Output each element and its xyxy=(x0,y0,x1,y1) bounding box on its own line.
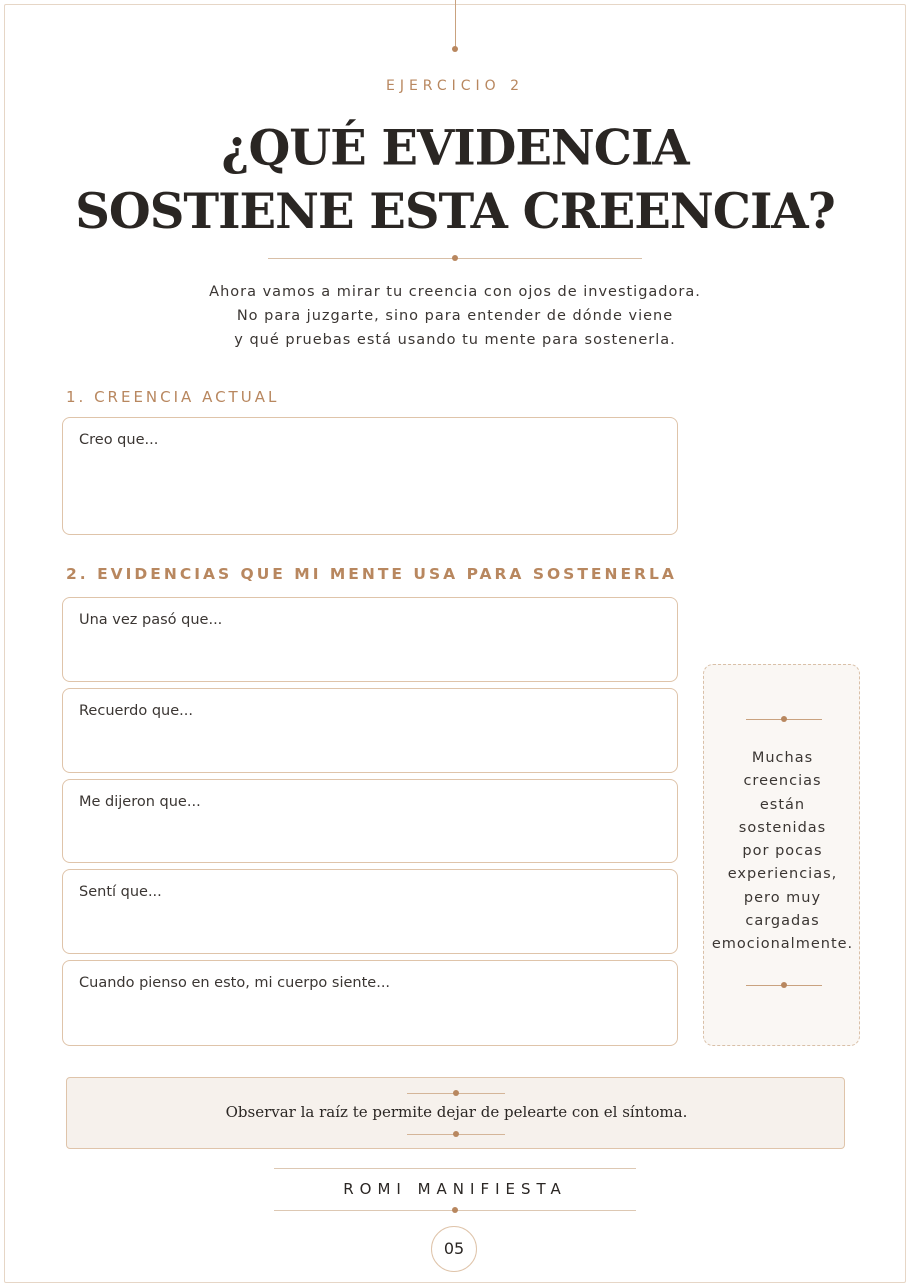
side-note-line: cargadas xyxy=(745,913,820,930)
side-note-line: creencias xyxy=(743,773,822,790)
evidence-field-2[interactable] xyxy=(62,688,678,773)
intro-text xyxy=(0,280,910,352)
side-note-line: Muchas xyxy=(751,750,814,766)
footer-top-line xyxy=(274,1168,636,1169)
intro-line-1: Ahora vamos a mirar tu creencia con ojos de investigadora. xyxy=(209,284,701,300)
section-1-heading: 1. CREENCIA ACTUAL xyxy=(66,388,280,406)
evidence-prompt-2: Recuerdo que... xyxy=(79,703,193,719)
evidence-field-4[interactable] xyxy=(62,869,678,954)
side-note-line: están xyxy=(759,796,806,813)
side-note-line: sostenidas xyxy=(738,819,827,836)
side-note-top-dot xyxy=(781,716,787,722)
footer-dot xyxy=(452,1207,458,1213)
quote-text: Observar la raíz te permite dejar de pelearte con el síntoma. xyxy=(225,1103,688,1121)
quote-box xyxy=(66,1077,845,1149)
evidence-field-3[interactable] xyxy=(62,779,678,863)
page-title-line-1: ¿QUÉ EVIDENCIA xyxy=(221,119,689,177)
evidence-prompt-1: Una vez pasó que... xyxy=(79,612,223,628)
top-decorative-dot xyxy=(452,46,458,52)
intro-line-3: y qué pruebas está usando tu mente para sostenerla. xyxy=(234,332,676,348)
top-decorative-line xyxy=(455,0,456,48)
current-belief-field[interactable] xyxy=(62,417,678,535)
evidence-prompt-3: Me dijeron que... xyxy=(79,794,201,810)
page-title xyxy=(0,117,910,243)
side-note-line: pero muy xyxy=(743,889,822,906)
exercise-label: EJERCICIO 2 xyxy=(385,78,525,94)
side-note-bottom-dot xyxy=(781,982,787,988)
side-note-line: emocionalmente. xyxy=(711,936,854,953)
side-note-line: experiencias, xyxy=(727,866,838,883)
evidence-prompt-4: Sentí que... xyxy=(79,884,162,900)
quote-bottom-dot xyxy=(453,1131,459,1137)
side-note-card xyxy=(703,664,860,1046)
current-belief-prompt: Creo que... xyxy=(79,432,159,448)
title-divider-dot xyxy=(452,255,458,261)
side-note-line: por pocas xyxy=(742,843,823,860)
quote-top-dot xyxy=(453,1090,459,1096)
section-2-heading: 2. EVIDENCIAS QUE MI MENTE USA PARA SOSTENERLA xyxy=(66,565,677,583)
brand-name: ROMI MANIFIESTA xyxy=(343,1180,567,1198)
evidence-prompt-5: Cuando pienso en esto, mi cuerpo siente... xyxy=(79,975,391,991)
page-number: 05 xyxy=(431,1226,477,1272)
side-note-text xyxy=(704,747,861,957)
page-title-line-2: SOSTIENE ESTA CREENCIA? xyxy=(75,183,835,241)
evidence-field-5[interactable] xyxy=(62,960,678,1046)
evidence-field-1[interactable] xyxy=(62,597,678,682)
intro-line-2: No para juzgarte, sino para entender de dónde viene xyxy=(236,308,674,324)
